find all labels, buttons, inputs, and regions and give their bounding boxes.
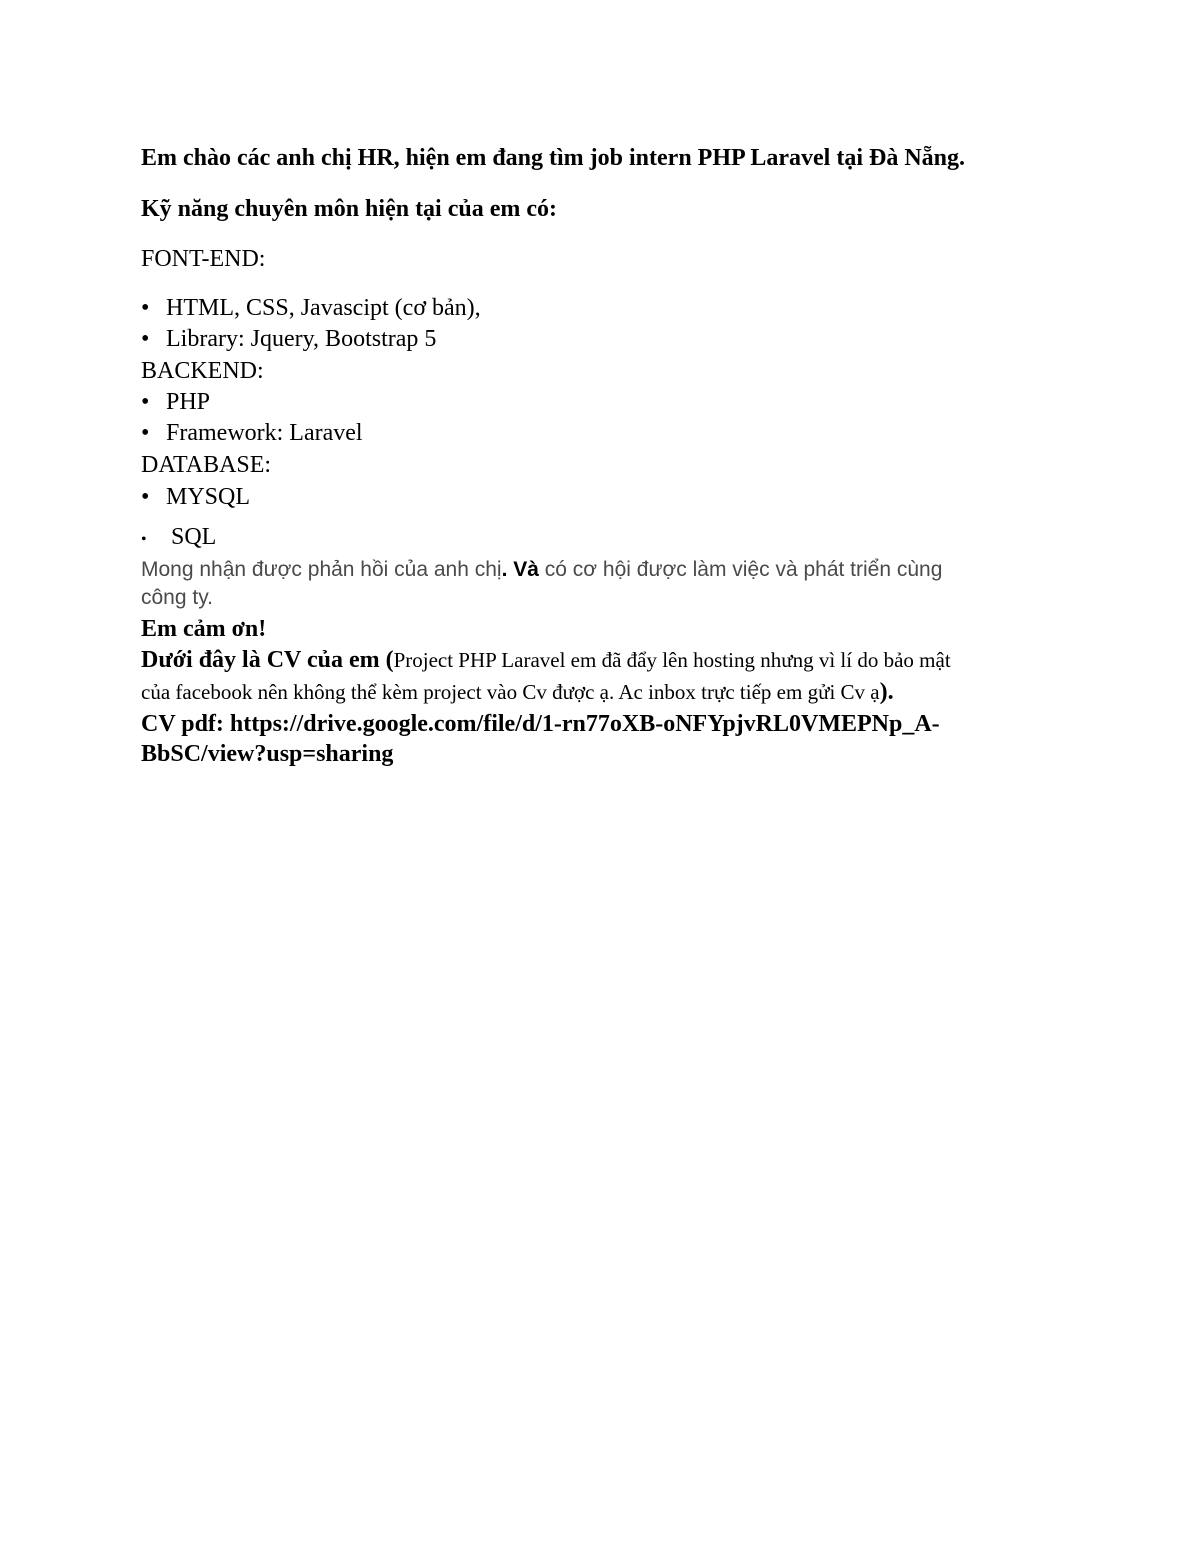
bullet-icon: • [141, 484, 150, 510]
cv-link[interactable]: CV pdf: https://drive.google.com/file/d/1-rn77oXB-oNFYpjvRL0VMEPNp_A- [141, 711, 940, 737]
bullet-icon: • [141, 420, 150, 446]
closing-text [141, 556, 942, 584]
cv-note-end: ). [879, 679, 894, 705]
frontend-heading: FONT-END: [141, 246, 266, 272]
thanks-text: Em cảm ơn! [141, 616, 267, 642]
cv-note-text: Project PHP Laravel em đã đẩy lên hosting nhưng vì lí do bảo mật [393, 648, 951, 672]
bullet-icon: • [141, 531, 147, 548]
list-item [141, 482, 250, 512]
cv-note-bold: Dưới đây là CV của em ( [141, 647, 394, 673]
closing-text-line2: công ty. [141, 586, 213, 609]
list-item-label: HTML, CSS, Javascipt (cơ bản), [166, 295, 481, 321]
list-item-label: Framework: Laravel [166, 420, 363, 446]
backend-heading: BACKEND: [141, 358, 264, 384]
list-item-label: SQL [171, 524, 217, 550]
list-item [141, 522, 216, 555]
bullet-icon: • [141, 295, 150, 321]
cv-note-text: của facebook nên không thể kèm project vào Cv được ạ. Ac inbox trực tiếp em gửi Cv ạ [141, 680, 880, 704]
closing-part: có cơ hội được làm việc và phát triển cùng [538, 558, 943, 581]
cv-note [141, 645, 951, 675]
closing-part-bold: . Và [501, 558, 539, 581]
cv-link-line2[interactable]: BbSC/view?usp=sharing [141, 741, 394, 767]
greeting-text: Em chào các anh chị HR, hiện em đang tìm job intern PHP Laravel tại Đà Nẵng. [141, 145, 965, 171]
cv-note-line2 [141, 677, 894, 707]
list-item-label: Library: Jquery, Bootstrap 5 [166, 326, 437, 352]
closing-part: Mong nhận được phản hồi của anh chị [141, 558, 502, 581]
list-item [141, 293, 481, 323]
list-item [141, 418, 363, 448]
list-item-label: PHP [166, 389, 211, 415]
list-item [141, 324, 436, 354]
list-item-label: MYSQL [166, 484, 251, 510]
bullet-icon: • [141, 326, 150, 352]
skills-intro-text: Kỹ năng chuyên môn hiện tại của em có: [141, 196, 558, 222]
bullet-icon: • [141, 389, 150, 415]
list-item [141, 387, 210, 417]
database-heading: DATABASE: [141, 452, 272, 478]
